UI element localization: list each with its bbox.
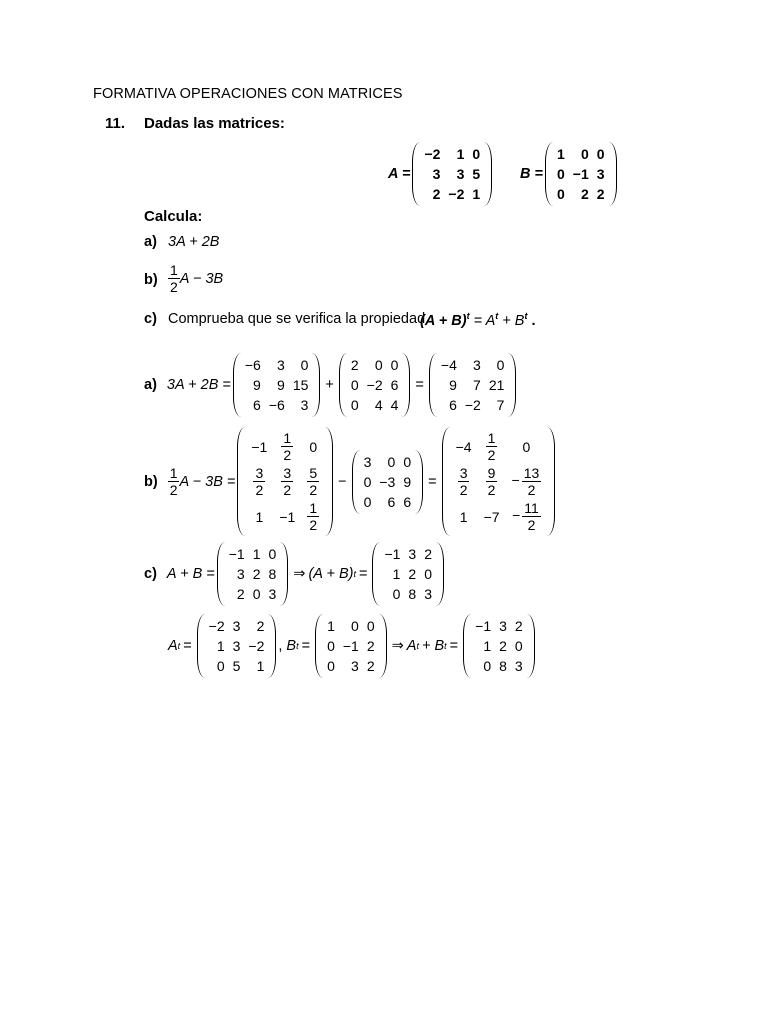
matrix-cell: 3 (456, 166, 465, 182)
denominator: 2 (487, 447, 496, 463)
numerator: 9 (487, 465, 496, 481)
solution-a-matrix-2 (339, 353, 411, 417)
matrix-cell: 1 (252, 546, 261, 562)
matrix-cell: −4 (440, 357, 457, 373)
solution-b-label: b) (144, 473, 158, 490)
bracket-left (412, 142, 420, 206)
matrix-cell: 3 (277, 357, 285, 373)
matrix-cell: 3 (596, 166, 605, 182)
matrix-cell: 1 (255, 508, 264, 525)
matrix-cell: 0 (363, 473, 372, 490)
matrix-cell (450, 464, 478, 499)
matrix-cell: −2 (366, 377, 383, 393)
bracket-right (527, 614, 535, 678)
matrix-cell: 0 (392, 586, 401, 602)
matrix-cell (245, 464, 273, 499)
matrix-cell: 15 (292, 377, 309, 393)
matrix-cell: −2 (424, 146, 441, 162)
matrix-cell: 5 (232, 658, 241, 674)
matrix-cell: 1 (392, 566, 401, 582)
matrix-A (412, 142, 492, 206)
document-title: FORMATIVA OPERACIONES CON MATRICES (93, 86, 403, 102)
matrix-cell: −2 (464, 397, 481, 413)
matrix-cell: 3 (473, 357, 481, 373)
matrix-cell: 0 (309, 438, 318, 455)
matrix-cell: 9 (403, 473, 412, 490)
matrix-cell: 0 (252, 586, 261, 602)
numerator: 11 (524, 500, 539, 516)
matrix-cell: 2 (514, 618, 523, 634)
bracket-right (609, 142, 617, 206)
matrix-cell (301, 499, 325, 534)
solution-a-lhs: 3A + 2B = (166, 377, 231, 393)
matrix-cell: 3 (300, 397, 309, 413)
matrix-cell: 6 (390, 377, 399, 393)
matrix-cell: −6 (244, 357, 261, 373)
matrix-cell: 0 (363, 493, 372, 510)
solution-a: a) 3A + 2B = −6 3 0 9 9 15 6 −6 3 + 2 0 0 0 −2 6 0 4 4 = −4 3 0 9 7 21 6 −2 7 (144, 353, 518, 417)
bracket-left (545, 142, 553, 206)
matrix-cell: 3 (232, 618, 241, 634)
matrix-cell: 6 (253, 397, 261, 413)
numerator: 13 (523, 465, 540, 481)
matrix-cell: −1 (384, 546, 401, 562)
tasks-heading: Calcula: (144, 208, 203, 225)
matrix-cell: −2 (448, 186, 465, 202)
denominator: 2 (309, 517, 318, 533)
matrix-cell: 0 (216, 658, 225, 674)
solution-b-lhs: A − 3B = (179, 473, 236, 490)
fraction (522, 500, 541, 533)
fraction (281, 430, 293, 463)
matrix-cell: 1 (256, 658, 265, 674)
solution-c: c) A + B = −1 1 0 3 2 8 2 0 3 ⇒ (A + B) t = −1 3 2 1 2 0 0 8 3 (144, 542, 446, 606)
matrix-cell (273, 429, 301, 464)
matrix-cell (506, 499, 548, 534)
matrix-cell: −6 (268, 397, 285, 413)
matrix-cell: 6 (449, 397, 457, 413)
matrix-cell: 1 (459, 508, 468, 525)
sign: − (512, 507, 521, 524)
matrix-cell: 9 (449, 377, 457, 393)
matrix-cell: 9 (277, 377, 285, 393)
denominator: 2 (487, 482, 496, 498)
matrix-cell: 2 (432, 186, 441, 202)
bracket-right (402, 353, 410, 417)
matrix-cell: 0 (350, 397, 359, 413)
solution-c-lhs: A + B = (166, 566, 215, 582)
bracket-right (379, 614, 387, 678)
matrix-cell (301, 464, 325, 499)
matrix-cell: 0 (424, 566, 432, 582)
matrix-cell: 0 (522, 438, 531, 455)
matrix-cell: 0 (596, 146, 605, 162)
matrix-cell: 1 (216, 638, 225, 654)
matrix-cell: 8 (268, 566, 277, 582)
solution-b: b) $\frac{1}{2}$ A − 3B = −1 $\frac{1}{2}$ 0 $\frac{3}{2}$ $\frac{3}{2}$ $\frac{5}{2}$ 1 −1 $\frac{1}{2}$ − 3 0 0 0 −3 9 0 6 6 = −4 $\frac{1}{2}$ 0 $\frac{3}{2}$ $\frac{9}{2}$ − $\frac{13}{2}$ 1 −7 − $\frac{11}{2}$ (144, 427, 557, 536)
numerator: 3 (459, 465, 468, 481)
solution-c-transposes: A t = −2 3 2 1 3 −2 0 5 1 , B t = 1 0 0 0 −1 2 0 3 2 ⇒ A t + B t = −1 3 2 1 2 0 0 8 3 (168, 614, 537, 678)
matrix-cell: −1 (279, 508, 296, 525)
solution-a-matrix-1 (233, 353, 321, 417)
fraction (522, 465, 542, 498)
bracket-right (415, 450, 423, 514)
matrix-cell: 0 (514, 638, 523, 654)
matrix-cell: 7 (496, 397, 505, 413)
problem-statement: Dadas las matrices: (144, 115, 285, 132)
matrix-cell: 3 (232, 638, 241, 654)
denominator: 2 (459, 482, 468, 498)
matrix-cell: 1 (472, 186, 481, 202)
solution-a-label: a) (144, 377, 157, 393)
matrix-cell: 2 (499, 638, 507, 654)
bracket-left (339, 353, 347, 417)
matrix-cell: 0 (350, 377, 359, 393)
solution-c-matrix-transpose (372, 542, 444, 606)
matrix-cell: −4 (455, 438, 472, 455)
matrix-cell: 6 (403, 493, 412, 510)
numerator: 1 (309, 500, 318, 516)
matrix-cell: 1 (327, 618, 335, 634)
matrix-cell: 9 (253, 377, 261, 393)
bracket-left (372, 542, 380, 606)
numerator: 5 (309, 465, 318, 481)
matrix-cell: 3 (514, 658, 523, 674)
matrix-cell: 3 (499, 618, 507, 634)
matrix-cell: 2 (424, 546, 432, 562)
solution-b-matrix-2 (352, 450, 424, 514)
bracket-left (217, 542, 225, 606)
bracket-left (442, 427, 450, 536)
matrix-cell: −1 (228, 546, 245, 562)
matrix-cell: 0 (403, 453, 412, 470)
matrix-A-transpose (197, 614, 277, 678)
bracket-right (312, 353, 320, 417)
task-b-fraction: $\frac{1}{2}$ (170, 262, 178, 295)
matrix-cell: 2 (252, 566, 261, 582)
solution-b-fraction: $\frac{1}{2}$ (169, 465, 178, 498)
matrix-cell: −1 (572, 166, 589, 182)
matrix-cell (478, 429, 506, 464)
matrix-cell: −1 (475, 618, 492, 634)
solution-a-matrix-3 (429, 353, 517, 417)
fraction (307, 500, 319, 533)
numerator: 1 (487, 430, 496, 446)
given-matrix-A (388, 142, 494, 206)
task-c-property: $(A + B)^t = A^t + B^t$ . (420, 311, 536, 329)
denominator: 2 (255, 482, 264, 498)
solution-b-matrix-3 (442, 427, 556, 536)
matrix-cell (478, 464, 506, 499)
fraction (458, 465, 470, 498)
bracket-left (233, 353, 241, 417)
matrix-cell: 0 (300, 357, 309, 373)
bracket-right (547, 427, 555, 536)
matrix-cell: 3 (351, 658, 359, 674)
fraction (307, 465, 319, 498)
denominator: 2 (527, 482, 536, 498)
solution-c-matrix-sum (217, 542, 289, 606)
matrix-cell: 1 (456, 146, 465, 162)
matrix-B-transpose (315, 614, 387, 678)
matrix-cell: 3 (236, 566, 245, 582)
denominator: 2 (309, 482, 318, 498)
numerator: 1 (283, 430, 292, 446)
matrix-cell: 21 (488, 377, 505, 393)
matrix-cell: 4 (390, 397, 399, 413)
matrix-cell (273, 464, 301, 499)
matrix-cell: 0 (483, 658, 492, 674)
matrix-cell (506, 464, 548, 499)
matrix-A-label: A = (388, 166, 411, 182)
bracket-left (463, 614, 471, 678)
bracket-right (484, 142, 492, 206)
matrix-cell: −1 (342, 638, 359, 654)
task-c-label: c) (144, 311, 157, 327)
matrix-transpose-sum (463, 614, 535, 678)
matrix-cell: 2 (256, 618, 265, 634)
matrix-cell: −7 (483, 508, 500, 525)
bracket-left (197, 614, 205, 678)
denominator: 2 (527, 517, 536, 533)
bracket-right (280, 542, 288, 606)
matrix-cell: 3 (268, 586, 277, 602)
matrix-cell: 0 (496, 357, 505, 373)
denominator: 2 (283, 482, 292, 498)
fraction (281, 465, 293, 498)
matrix-cell: 6 (387, 493, 396, 510)
matrix-cell: 0 (327, 658, 335, 674)
matrix-cell: 0 (472, 146, 481, 162)
solution-b-matrix-1 (237, 427, 333, 536)
bracket-left (352, 450, 360, 514)
matrix-cell: 0 (327, 638, 335, 654)
matrix-cell: 3 (432, 166, 441, 182)
bracket-left (315, 614, 323, 678)
sign: − (511, 472, 520, 489)
given-matrix-B (520, 142, 619, 206)
matrix-cell: 0 (268, 546, 277, 562)
matrix-B-label: B = (520, 166, 543, 182)
bracket-right (508, 353, 516, 417)
numerator: 3 (283, 465, 292, 481)
matrix-cell: 2 (596, 186, 605, 202)
matrix-cell: 3 (363, 453, 372, 470)
matrix-cell: 2 (408, 566, 417, 582)
fraction (486, 465, 498, 498)
bracket-right (325, 427, 333, 536)
task-b-label: b) (144, 272, 158, 288)
matrix-B (545, 142, 617, 206)
bracket-left (429, 353, 437, 417)
matrix-cell: 1 (556, 146, 565, 162)
task-b-expression: $\frac{1}{2}$ A − 3B (170, 262, 224, 295)
task-c-text: Comprueba que se verifica la propiedad (168, 311, 426, 327)
matrix-cell: 7 (473, 377, 481, 393)
matrix-cell: 0 (374, 357, 383, 373)
matrix-cell: 1 (483, 638, 492, 654)
bracket-right (436, 542, 444, 606)
matrix-cell: 0 (390, 357, 399, 373)
numerator: 3 (255, 465, 264, 481)
matrix-cell: −3 (379, 473, 396, 490)
matrix-cell: 2 (236, 586, 245, 602)
bracket-right (268, 614, 276, 678)
matrix-cell: 0 (387, 453, 396, 470)
matrix-cell: 8 (408, 586, 417, 602)
matrix-cell: 0 (556, 186, 565, 202)
matrix-cell: −1 (251, 438, 268, 455)
matrix-cell: 0 (366, 618, 375, 634)
task-a-label: a) (144, 234, 157, 250)
matrix-cell: −2 (248, 638, 265, 654)
matrix-cell: 0 (556, 166, 565, 182)
task-a-expression: 3A + 2B (168, 234, 220, 250)
denominator: 2 (283, 447, 292, 463)
matrix-cell: 2 (350, 357, 359, 373)
matrix-cell: 3 (424, 586, 432, 602)
matrix-cell: 0 (351, 618, 359, 634)
matrix-cell: 3 (408, 546, 417, 562)
solution-c-label: c) (144, 566, 157, 582)
problem-number: 11. (105, 115, 126, 132)
matrix-cell: 2 (366, 658, 375, 674)
matrix-cell: 2 (580, 186, 589, 202)
matrix-cell: 8 (499, 658, 507, 674)
fraction (486, 430, 498, 463)
matrix-cell: −2 (208, 618, 225, 634)
matrix-cell: 2 (366, 638, 375, 654)
bracket-left (237, 427, 245, 536)
matrix-cell: 5 (472, 166, 481, 182)
matrix-cell: 0 (580, 146, 589, 162)
fraction (253, 465, 265, 498)
matrix-cell: 4 (374, 397, 383, 413)
